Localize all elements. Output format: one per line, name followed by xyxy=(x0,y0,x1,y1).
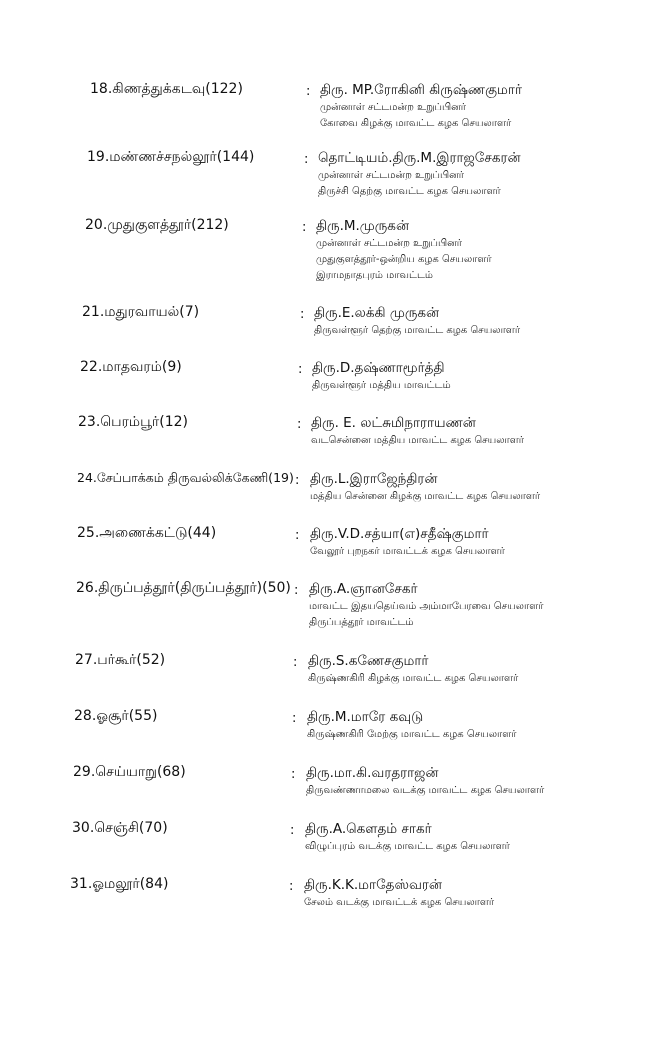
candidate-designation: இராமநாதபுரம் மாவட்டம் xyxy=(316,270,433,281)
candidate-entry xyxy=(0,303,650,343)
candidate-name: திரு.A.கௌதம் சாகர் xyxy=(305,821,432,837)
candidate-designation: வடசென்னை மத்திய மாவட்ட கழக செயலாளர் xyxy=(311,435,525,446)
candidate-designation: சேலம் வடக்கு மாவட்டக் கழக செயலாளர் xyxy=(304,897,495,908)
candidate-details xyxy=(304,876,494,911)
candidate-designation: கோவை கிழக்கு மாவட்ட கழக செயலாளர் xyxy=(320,118,512,129)
candidate-details xyxy=(314,304,520,339)
candidate-entry xyxy=(0,148,650,204)
candidate-name: திரு. MP.ரோகினி கிருஷ்ணகுமார் xyxy=(320,82,522,98)
separator-colon: : xyxy=(297,417,302,432)
candidate-details xyxy=(306,764,544,799)
constituency-label: 26.திருப்பத்தூர்(திருப்பத்தூர்)(50) xyxy=(76,580,291,596)
candidate-entry xyxy=(0,707,650,747)
candidate-entry xyxy=(0,819,650,859)
candidate-name: தொட்டியம்.திரு.M.இராஜசேகரன் xyxy=(318,150,521,166)
candidate-name: திரு.E.லக்கி முருகன் xyxy=(314,305,440,321)
separator-colon: : xyxy=(292,711,297,726)
constituency-label: 29.செய்யாறு(68) xyxy=(73,764,186,780)
constituency-label: 18.கிணத்துக்கடவு(122) xyxy=(90,81,243,97)
candidate-entry xyxy=(0,80,650,136)
candidate-entry xyxy=(0,413,650,453)
candidate-details xyxy=(305,820,510,855)
candidate-entry xyxy=(0,763,650,803)
constituency-label: 31.ஓமலூர்(84) xyxy=(70,876,169,892)
candidate-details xyxy=(309,580,543,631)
candidate-designation: கிருஷ்ணகிரி கிழக்கு மாவட்ட கழக செயலாளர் xyxy=(308,673,519,684)
candidate-entry xyxy=(0,469,650,509)
separator-colon: : xyxy=(306,84,311,99)
candidate-name: திரு.D.தஷ்ணாமூர்த்தி xyxy=(312,360,445,376)
candidate-name: திரு.மா.கி.வரதராஜன் xyxy=(306,765,439,781)
separator-colon: : xyxy=(304,152,309,167)
candidate-designation: முன்னாள் சட்டமன்ற உறுப்பினர் xyxy=(316,238,463,249)
separator-colon: : xyxy=(302,220,307,235)
candidate-name: திரு.M.முருகன் xyxy=(316,218,410,234)
candidate-entry xyxy=(0,524,650,564)
candidate-details xyxy=(311,414,524,449)
candidate-name: திரு.A.ஞானசேகர் xyxy=(309,581,418,597)
candidate-entry xyxy=(0,651,650,691)
candidate-designation: மாவட்ட இதயதெய்வம் அம்மாபேரவை செயலாளர் xyxy=(309,601,544,612)
candidate-entry xyxy=(0,875,650,915)
separator-colon: : xyxy=(294,583,299,598)
separator-colon: : xyxy=(295,528,300,543)
candidate-designation: திருவள்ளூர் தெற்கு மாவட்ட கழக செயலாளர் xyxy=(314,325,521,336)
candidate-name: திரு. E. லட்சுமிநாராயணன் xyxy=(311,415,476,431)
candidate-details xyxy=(310,470,540,505)
constituency-label: 20.முதுகுளத்தூர்(212) xyxy=(85,217,229,233)
constituency-label: 23.பெரம்பூர்(12) xyxy=(78,414,188,430)
separator-colon: : xyxy=(300,307,305,322)
separator-colon: : xyxy=(289,879,294,894)
candidate-designation: முன்னாள் சட்டமன்ற உறுப்பினர் xyxy=(318,170,465,181)
candidate-designation: வேலூர் புறநகர் மாவட்டக் கழக செயலாளர் xyxy=(310,546,505,557)
candidate-designation: முன்னாள் சட்டமன்ற உறுப்பினர் xyxy=(320,102,467,113)
candidate-designation: திருச்சி தெற்கு மாவட்ட கழக செயலாளர் xyxy=(318,186,501,197)
candidate-details xyxy=(307,708,517,743)
candidate-entry xyxy=(0,579,650,635)
candidate-entry xyxy=(0,216,650,290)
candidate-designation: திருவண்ணாமலை வடக்கு மாவட்ட கழக செயலாளர் xyxy=(306,785,545,796)
constituency-label: 22.மாதவரம்(9) xyxy=(80,359,182,375)
constituency-label: 24.சேப்பாக்கம் திருவல்லிக்கேணி(19) xyxy=(77,470,294,485)
candidate-name: திரு.V.D.சத்யா(எ)சதீஷ்குமார் xyxy=(310,526,489,542)
constituency-label: 30.செஞ்சி(70) xyxy=(72,820,168,836)
separator-colon: : xyxy=(293,655,298,670)
candidate-designation: மத்திய சென்னை கிழக்கு மாவட்ட கழக செயலாளர் xyxy=(310,491,541,502)
candidate-details xyxy=(312,359,451,394)
candidate-name: திரு.K.K.மாதேஸ்வரன் xyxy=(304,877,442,893)
candidate-name: திரு.S.கணேசகுமார் xyxy=(308,653,429,669)
separator-colon: : xyxy=(291,767,296,782)
candidate-details xyxy=(320,81,522,132)
separator-colon: : xyxy=(290,823,295,838)
candidate-designation: திருவள்ளூர் மத்திய மாவட்டம் xyxy=(312,380,451,391)
candidate-designation: திருப்பத்தூர் மாவட்டம் xyxy=(309,617,414,628)
candidate-name: திரு.L.இராஜேந்திரன் xyxy=(310,471,438,487)
candidate-designation: கிருஷ்ணகிரி மேற்கு மாவட்ட கழக செயலாளர் xyxy=(307,729,517,740)
candidate-name: திரு.M.மாரே கவுடு xyxy=(307,709,424,725)
candidate-details xyxy=(308,652,518,687)
separator-colon: : xyxy=(295,473,300,488)
candidate-designation: முதுகுளத்தூர்-ஒன்றிய கழக செயலாளர் xyxy=(316,254,492,265)
candidate-entry xyxy=(0,358,650,398)
constituency-label: 25.அணைக்கட்டு(44) xyxy=(77,525,217,541)
candidate-details xyxy=(316,217,492,284)
separator-colon: : xyxy=(298,362,303,377)
constituency-label: 21.மதுரவாயல்(7) xyxy=(82,304,200,320)
constituency-label: 28.ஓசூர்(55) xyxy=(74,708,158,724)
candidate-details xyxy=(310,525,505,560)
candidate-details xyxy=(318,149,521,200)
constituency-label: 19.மண்ணச்சநல்லூர்(144) xyxy=(87,149,255,165)
constituency-label: 27.பர்கூர்(52) xyxy=(75,652,166,668)
candidate-designation: விழுப்புரம் வடக்கு மாவட்ட கழக செயலாளர் xyxy=(305,841,510,852)
